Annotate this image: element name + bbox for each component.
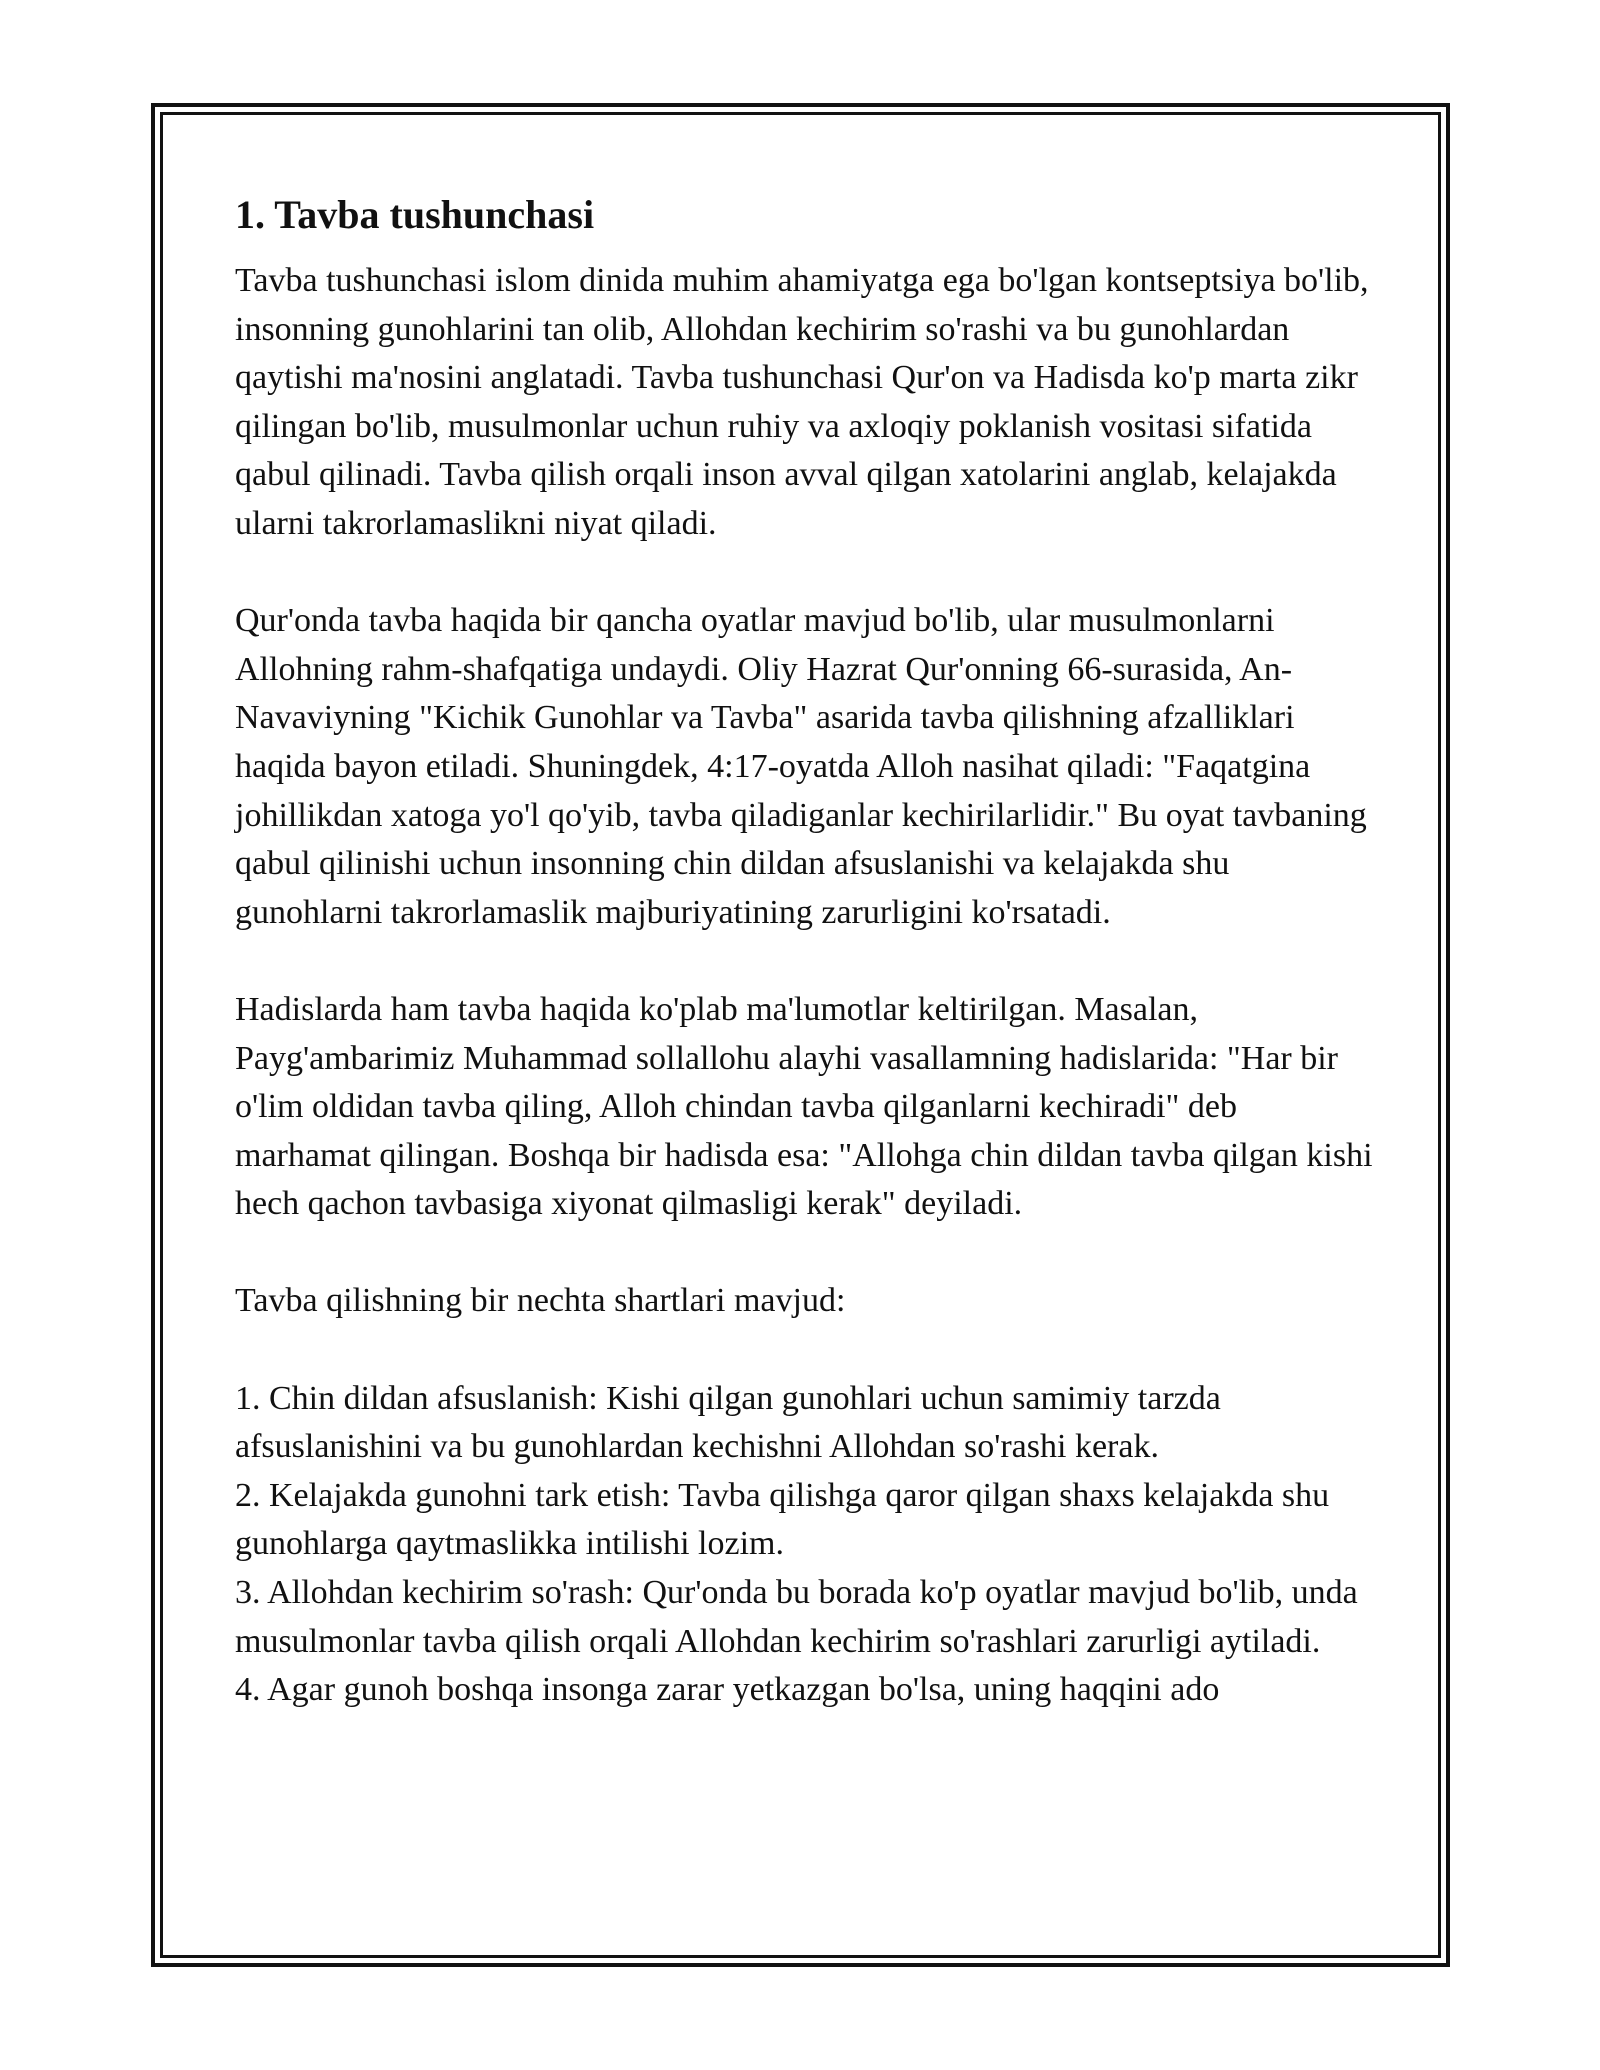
condition-item-3: 3. Allohdan kechirim so'rash: Qur'onda bu borada ko'p oyatlar mavjud bo'lib, unda musulmonlar tavba qilish orqali Allohdan kechirim so'rashlari zarurligi aytiladi. [235, 1574, 1358, 1660]
condition-item-1: 1. Chin dildan afsuslanish: Kishi qilgan gunohlari uchun samimiy tarzda afsuslanishini va bu gunohlardan kechishni Allohdan so'rashi kerak. [235, 1379, 1221, 1466]
conditions-list [235, 1375, 1375, 1715]
paragraph-hadith: Hadislarda ham tavba haqida ko'plab ma'lumotlar keltirilgan. Masalan, Payg'ambarimiz Muhammad sollallohu alayhi vasallamning hadislarida: "Har bir o'lim oldidan tavba qiling, Alloh chindan tavba qilganlarni kechiradi" deb marhamat qilingan. Boshqa bir hadisda esa: "Allohga chin dildan tavba qilgan kishi hech qachon tavbasiga xiyonat qilmasligi kerak" deyiladi. [235, 990, 1373, 1223]
condition-item-4: 4. Agar gunoh boshqa insonga zarar yetkazgan bo'lsa, uning haqqini ado [235, 1671, 1220, 1709]
condition-item-2: 2. Kelajakda gunohni tark etish: Tavba qilishga qaror qilgan shaxs kelajakda shu gunohlarga qaytmaslikka intilishi lozim. [235, 1476, 1330, 1563]
document-body [235, 183, 1375, 1715]
section-heading: 1. Tavba tushunchasi [235, 192, 595, 237]
paragraph-definition: Tavba tushunchasi islom dinida muhim ahamiyatga ega bo'lgan kontseptsiya bo'lib, insonning gunohlarini tan olib, Allohdan kechirim so'rashi va bu gunohlardan qaytishi ma'nosini anglatadi. Tavba tushunchasi Qur'on va Hadisda ko'p marta zikr qilingan bo'lib, musulmonlar uchun ruhiy va axloqiy poklanish vositasi sifatida qabul qilinadi. Tavba qilish orqali inson avval qilgan xatolarini anglab, kelajakda ularni takrorlamaslikni niyat qiladi. [235, 262, 1369, 542]
paragraph-conditions-intro: Tavba qilishning bir nechta shartlari mavjud: [235, 1282, 846, 1320]
paragraph-quran: Qur'onda tavba haqida bir qancha oyatlar mavjud bo'lib, ular musulmonlarni Allohning rahm-shafqatiga undaydi. Oliy Hazrat Qur'onning 66-surasida, An-Navaviyning "Kichik Gunohlar va Tavba" asarida tavba qilishning afzalliklari haqida bayon etiladi. Shuningdek, 4:17-oyatda Alloh nasihat qiladi: "Faqatgina johillikdan xatoga yo'l qo'yib, tavba qiladiganlar kechirilarlidir." Bu oyat tavbaning qabul qilinishi uchun insonning chin dildan afsuslanishi va kelajakda shu gunohlarni takrorlamaslik majburiyatining zarurligini ko'rsatadi. [235, 602, 1367, 931]
